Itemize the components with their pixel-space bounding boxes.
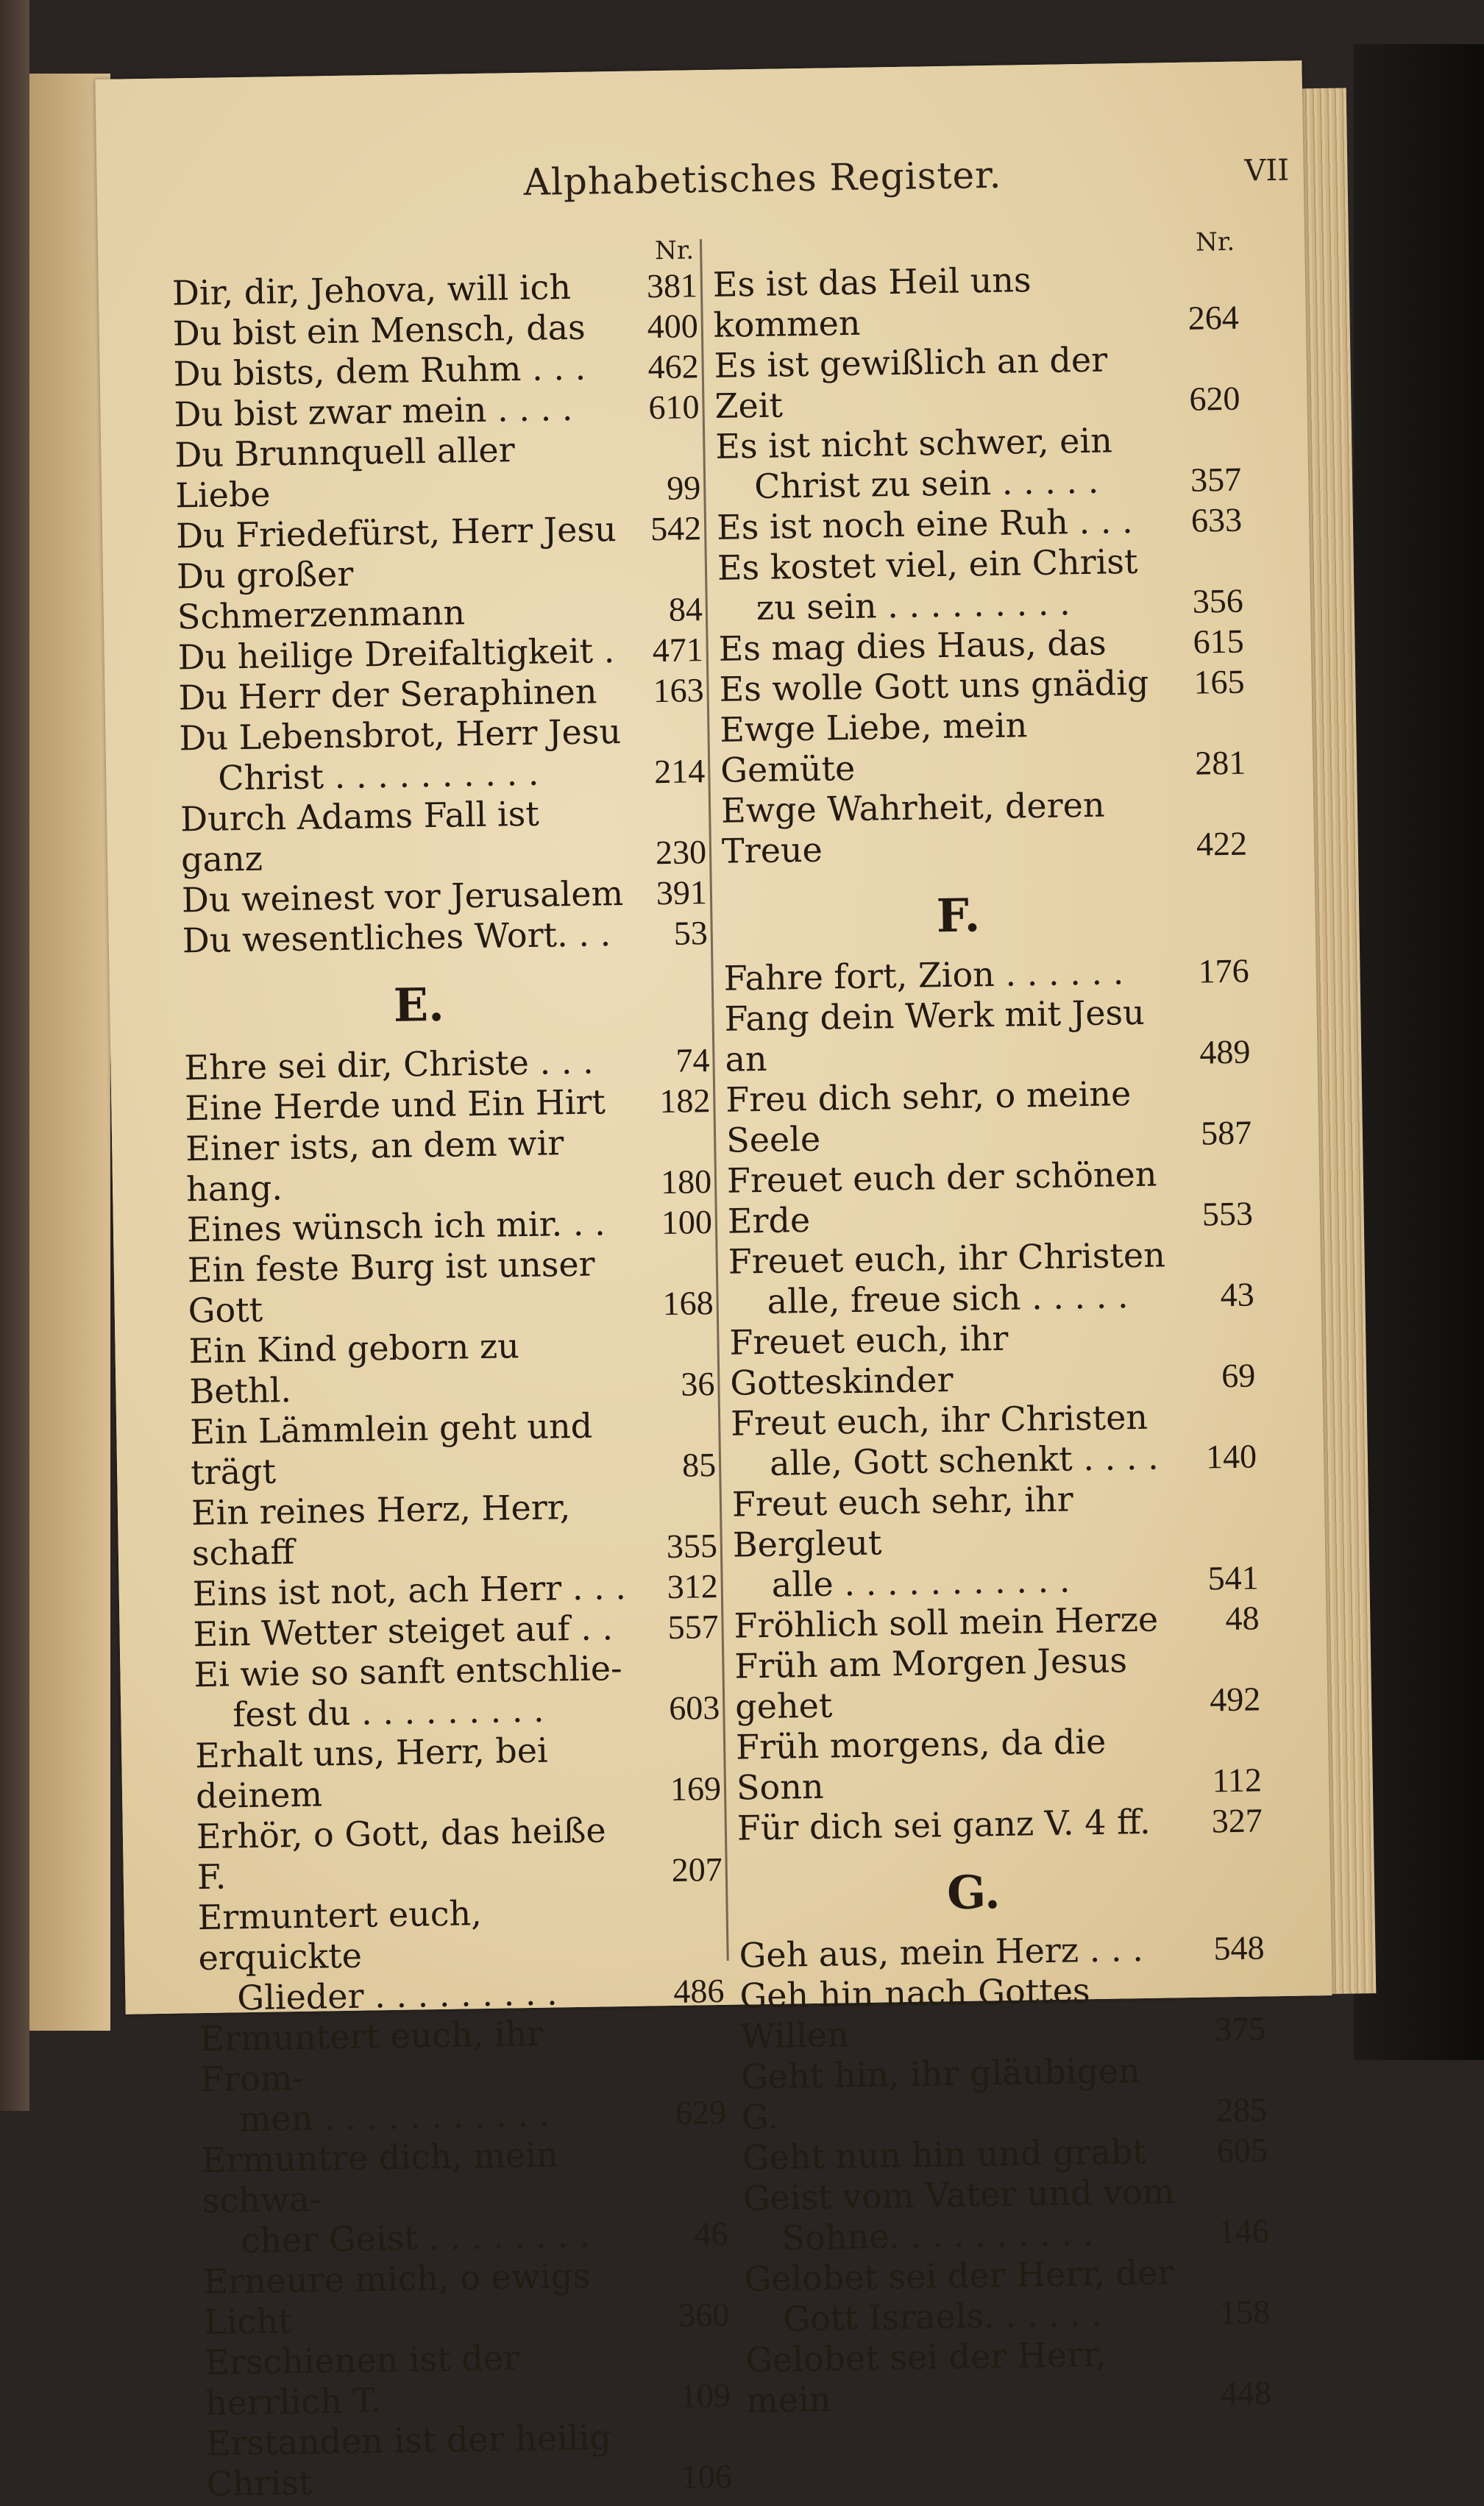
hymn-number: 400 bbox=[647, 307, 699, 346]
entry-title: Du wesentliches Wort. . . bbox=[182, 914, 611, 961]
entry-title-continuation: Gott Israels. . . . . . bbox=[782, 2293, 1103, 2339]
entry-title: Ewge Wahrheit, deren Treue bbox=[720, 784, 1105, 871]
hymn-number: 112 bbox=[1212, 1761, 1263, 1800]
hymn-number: 448 bbox=[1220, 2374, 1272, 2413]
entry-title: Früh am Morgen Jesus gehet bbox=[734, 1640, 1128, 1727]
hymn-number: 36 bbox=[680, 1365, 715, 1403]
entry-title: Es ist das Heil uns kommen bbox=[712, 260, 1032, 345]
hymn-number: 140 bbox=[1205, 1437, 1257, 1476]
entry-title: Es mag dies Haus, das bbox=[718, 622, 1107, 669]
index-entry bbox=[727, 1152, 1258, 1241]
entry-title: Ein Wetter steiget auf . . bbox=[193, 1608, 614, 1655]
index-entry bbox=[180, 791, 711, 880]
hymn-number: 207 bbox=[671, 1850, 723, 1889]
entry-title: Freuet euch, ihr Christen bbox=[728, 1235, 1166, 1282]
left-page-edge bbox=[29, 74, 110, 2031]
index-entry bbox=[201, 2132, 733, 2262]
hymn-number: 422 bbox=[1196, 824, 1248, 863]
index-entry bbox=[196, 1808, 728, 1898]
index-entry bbox=[724, 990, 1255, 1079]
entry-title: Du bists, dem Ruhm . . . bbox=[173, 347, 586, 394]
hymn-number: 53 bbox=[673, 914, 709, 952]
entry-title: Fröhlich soll mein Herze bbox=[734, 1599, 1159, 1646]
hymn-number: 146 bbox=[1218, 2212, 1269, 2251]
book-page bbox=[95, 60, 1332, 2505]
entries-f bbox=[723, 950, 1267, 1848]
entry-title: Fang dein Werk mit Jesu an bbox=[724, 992, 1146, 1079]
entry-title: Eine Herde und Ein Hirt bbox=[184, 1082, 606, 1129]
hymn-number: 69 bbox=[1221, 1356, 1256, 1395]
entry-title: Ewge Liebe, mein Gemüte bbox=[720, 705, 1028, 790]
index-entry bbox=[732, 1476, 1264, 1605]
entries-d bbox=[172, 265, 713, 961]
entry-title-continuation: alle, freue sich . . . . . bbox=[767, 1276, 1129, 1321]
entry-title: Du bist zwar mein . . . . bbox=[174, 388, 573, 435]
hymn-number: 327 bbox=[1211, 1801, 1263, 1840]
index-entry bbox=[187, 1242, 718, 1331]
index-entry bbox=[714, 338, 1245, 427]
page-number: VII bbox=[1244, 153, 1290, 188]
entry-title: Ermuntert euch, erquickte bbox=[197, 1893, 483, 1978]
hymn-number: 375 bbox=[1214, 2009, 1266, 2048]
hymn-number: 541 bbox=[1207, 1558, 1260, 1597]
index-entry bbox=[182, 912, 712, 961]
entry-title: Geht nun hin und grabt bbox=[742, 2131, 1147, 2178]
entry-title: Du Brunnquell aller Liebe bbox=[174, 430, 516, 516]
entry-title: Erstanden ist der heilig Christ bbox=[205, 2417, 612, 2505]
hymn-number: 264 bbox=[1187, 298, 1240, 337]
index-entry bbox=[190, 1404, 721, 1493]
hymn-number: 176 bbox=[1198, 951, 1250, 990]
entry-title: Du Herr der Seraphinen bbox=[178, 671, 597, 718]
entry-title: Freu dich sehr, o meine Seele bbox=[725, 1073, 1132, 1160]
index-entry bbox=[739, 1967, 1271, 2056]
index-entry bbox=[174, 427, 706, 516]
entry-title: Du weinest vor Jerusalem bbox=[181, 873, 624, 920]
entry-title: Gelobet sei der Herr, mein bbox=[745, 2334, 1107, 2421]
hymn-number: 158 bbox=[1218, 2293, 1271, 2332]
entry-title: Einer ists, an dem wir hang. bbox=[185, 1123, 564, 1210]
entry-title-continuation: men . . . . . . . . . . . bbox=[238, 2094, 550, 2140]
hymn-number: 557 bbox=[667, 1607, 719, 1647]
entry-title: Du bist ein Mensch, das bbox=[172, 307, 586, 354]
hymn-number: 620 bbox=[1189, 379, 1240, 418]
entries-e bbox=[184, 1040, 736, 2505]
hymn-number: 168 bbox=[662, 1284, 714, 1323]
index-entry bbox=[731, 1395, 1262, 1484]
entry-title: Dir, dir, Jehova, will ich bbox=[171, 266, 572, 313]
entry-title: Es ist nicht schwer, ein bbox=[714, 420, 1113, 466]
hymn-number: 629 bbox=[675, 2093, 727, 2131]
nr-label: Nr. bbox=[654, 235, 695, 266]
hymn-number: 48 bbox=[1225, 1599, 1260, 1638]
section-heading-f: F. bbox=[936, 888, 981, 943]
entry-title-continuation: Glieder . . . . . . . . . bbox=[236, 1973, 558, 2018]
hymn-number: 356 bbox=[1192, 581, 1244, 620]
index-entry bbox=[744, 2251, 1275, 2340]
hymn-number: 281 bbox=[1194, 743, 1246, 782]
nr-label: Nr. bbox=[1195, 227, 1235, 258]
hymn-number: 462 bbox=[647, 347, 700, 386]
hymn-number: 587 bbox=[1200, 1113, 1252, 1152]
index-entry bbox=[742, 2170, 1274, 2259]
entry-title: Erhalt uns, Herr, bei deinem bbox=[194, 1730, 549, 1817]
hymn-number: 230 bbox=[655, 833, 707, 872]
index-entry bbox=[736, 1719, 1267, 1808]
entry-title-continuation: alle, Gott schenkt . . . . bbox=[769, 1437, 1159, 1483]
entry-title: Früh morgens, da die Sonn bbox=[735, 1721, 1107, 1808]
index-entry bbox=[715, 419, 1246, 508]
hymn-number: 165 bbox=[1193, 662, 1245, 701]
hymn-number: 84 bbox=[668, 590, 703, 628]
hymn-number: 391 bbox=[656, 873, 708, 912]
hymn-number: 43 bbox=[1220, 1275, 1254, 1314]
hymn-number: 100 bbox=[661, 1203, 713, 1242]
page-title: Alphabetisches Register. bbox=[523, 153, 1002, 204]
entry-title: Ein Kind geborn zu Bethl. bbox=[188, 1326, 520, 1412]
entry-title-continuation: Christ zu sein . . . . . bbox=[753, 461, 1099, 507]
entry-title: Es wolle Gott uns gnädig bbox=[719, 662, 1149, 709]
entry-title: Es ist gewißlich an der Zeit bbox=[714, 339, 1108, 426]
left-column bbox=[171, 235, 736, 2505]
hymn-number: 169 bbox=[670, 1769, 722, 1808]
entry-title-continuation: alle . . . . . . . . . . . bbox=[771, 1560, 1071, 1605]
entry-title: Du Lebensbrot, Herr Jesu bbox=[179, 711, 622, 759]
hymn-number: 489 bbox=[1199, 1032, 1251, 1071]
entry-title-continuation: zu sein . . . . . . . . . bbox=[756, 583, 1071, 628]
entry-title: Freut euch, ihr Christen bbox=[730, 1396, 1148, 1444]
index-entry bbox=[720, 702, 1251, 791]
hymn-number: 214 bbox=[653, 752, 706, 791]
book-cover-right bbox=[1354, 44, 1484, 2060]
index-entry bbox=[203, 2254, 734, 2343]
entry-title-continuation: fest du . . . . . . . . . bbox=[232, 1689, 544, 1735]
index-entry bbox=[734, 1638, 1265, 1727]
index-entry bbox=[713, 257, 1244, 346]
index-entry bbox=[179, 710, 710, 799]
hymn-number: 99 bbox=[666, 469, 701, 507]
hymn-number: 553 bbox=[1201, 1194, 1254, 1233]
entry-title: Geh hin nach Gottes Willen bbox=[739, 1970, 1090, 2056]
index-entry bbox=[728, 1233, 1259, 1322]
index-entry bbox=[736, 1800, 1267, 1848]
hymn-number: 615 bbox=[1193, 622, 1245, 661]
entry-title-continuation: cher Geist . . . . . . . . bbox=[241, 2215, 590, 2261]
index-entry bbox=[721, 782, 1252, 871]
entry-title: Freuet euch, ihr Gotteskinder bbox=[729, 1318, 1009, 1403]
entry-title: Gelobet sei der Herr, der bbox=[744, 2252, 1174, 2299]
entry-title: Du Friedefürst, Herr Jesu bbox=[175, 508, 617, 556]
entry-title: Erhör, o Gott, das heiße F. bbox=[196, 1810, 606, 1898]
entry-title: Durch Adams Fall ist ganz bbox=[180, 793, 540, 880]
hymn-number: 355 bbox=[666, 1527, 718, 1566]
index-entry bbox=[197, 1889, 729, 2019]
entry-title: Geist vom Vater und vom bbox=[742, 2171, 1175, 2218]
entry-title: Es ist noch eine Ruh . . . bbox=[716, 500, 1134, 547]
section-heading-g: G. bbox=[946, 1865, 1001, 1920]
page-header bbox=[96, 149, 1304, 227]
entry-title: Geh aus, mein Herz . . . bbox=[739, 1928, 1144, 1976]
entry-title-continuation: Sohne. . . . . . . . . . bbox=[781, 2213, 1094, 2258]
index-entry bbox=[745, 2332, 1277, 2421]
entry-title: Ei wie so sanft entschlie- bbox=[194, 1648, 622, 1695]
entry-title-continuation: Christ . . . . . . . . . . bbox=[217, 753, 539, 798]
entries-g bbox=[739, 1927, 1276, 2421]
hymn-number: 492 bbox=[1209, 1680, 1261, 1719]
index-entry bbox=[191, 1485, 723, 1574]
index-entry bbox=[177, 548, 708, 637]
entry-title: Ein feste Burg ist unser Gott bbox=[187, 1243, 595, 1331]
index-entry bbox=[205, 2335, 736, 2424]
entry-title: Du heilige Dreifaltigkeit . bbox=[177, 631, 615, 678]
index-entry bbox=[741, 2048, 1272, 2137]
hymn-number: 360 bbox=[678, 2295, 730, 2334]
section-heading-e: E. bbox=[393, 977, 445, 1032]
index-entry bbox=[185, 1121, 717, 1210]
hymn-number: 85 bbox=[681, 1446, 717, 1484]
entry-title: Ein reines Herz, Herr, schaff bbox=[191, 1487, 571, 1574]
index-entry bbox=[199, 2011, 731, 2140]
hymn-number: 180 bbox=[660, 1163, 712, 1201]
index-entry bbox=[717, 540, 1249, 629]
entry-title: Für dich sei ganz V. 4 ff. bbox=[736, 1801, 1151, 1848]
index-entry bbox=[729, 1314, 1260, 1403]
right-column bbox=[712, 227, 1277, 2421]
hymn-number: 182 bbox=[658, 1082, 711, 1121]
entry-title: Eines wünsch ich mir. . . bbox=[186, 1203, 606, 1250]
entry-title: Freut euch sehr, ihr Bergleut bbox=[731, 1479, 1074, 1565]
hymn-number: 163 bbox=[653, 671, 704, 710]
entry-title: Erschienen ist der herrlich T. bbox=[204, 2338, 520, 2424]
entry-title: Erneure mich, o ewigs Licht bbox=[203, 2255, 591, 2343]
entry-title: Du großer Schmerzenmann bbox=[176, 553, 466, 637]
entry-title: Ein Lämmlein geht und trägt bbox=[189, 1405, 593, 1493]
entry-title: Geht hin, ihr gläubigen G. bbox=[740, 2051, 1141, 2137]
entry-title: Ermuntre dich, mein schwa- bbox=[201, 2134, 558, 2221]
index-entry bbox=[725, 1071, 1257, 1160]
hymn-number: 109 bbox=[679, 2376, 731, 2415]
hymn-number: 357 bbox=[1190, 460, 1242, 499]
hymn-number: 106 bbox=[681, 2457, 733, 2496]
hymn-number: 633 bbox=[1190, 500, 1243, 539]
entry-title: Ehre sei dir, Christe . . . bbox=[184, 1041, 594, 1088]
hymn-number: 74 bbox=[675, 1041, 710, 1079]
hymn-number: 605 bbox=[1216, 2131, 1268, 2170]
index-entry bbox=[188, 1323, 720, 1412]
entry-title: Freuet euch der schönen Erde bbox=[726, 1154, 1157, 1241]
entry-title: Eins ist not, ach Herr . . . bbox=[192, 1566, 627, 1614]
entries-e-continued bbox=[713, 257, 1252, 872]
index-entry bbox=[206, 2416, 737, 2505]
hymn-number: 603 bbox=[668, 1688, 720, 1728]
hymn-number: 381 bbox=[646, 266, 698, 305]
hymn-number: 312 bbox=[667, 1567, 719, 1606]
index-entry bbox=[195, 1728, 726, 1817]
hymn-number: 548 bbox=[1213, 1928, 1265, 1967]
entry-title: Es kostet viel, ein Christ bbox=[717, 541, 1138, 588]
entry-title: Ermuntert euch, ihr From- bbox=[199, 2013, 544, 2100]
hymn-number: 471 bbox=[652, 631, 704, 670]
book-binding-left bbox=[0, 0, 29, 2111]
hymn-number: 610 bbox=[648, 388, 700, 427]
hymn-number: 46 bbox=[694, 2214, 728, 2253]
index-entry bbox=[194, 1647, 725, 1736]
entry-title: Fahre fort, Zion . . . . . . bbox=[723, 952, 1124, 998]
hymn-number: 285 bbox=[1215, 2090, 1268, 2129]
hymn-number: 486 bbox=[672, 1971, 725, 2011]
hymn-number: 542 bbox=[650, 509, 702, 548]
